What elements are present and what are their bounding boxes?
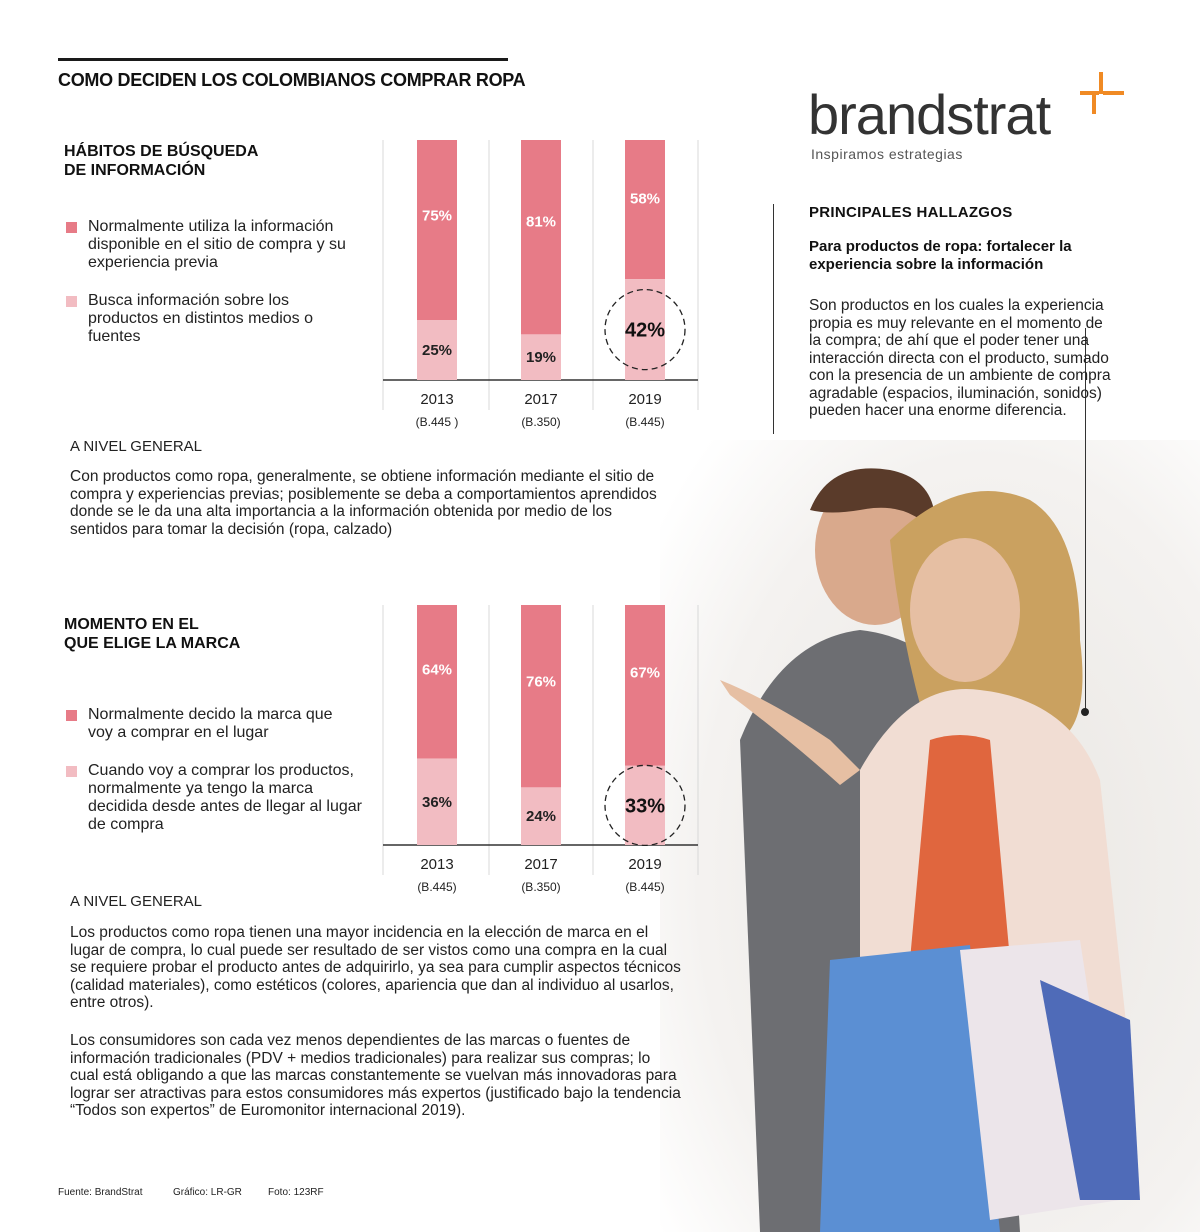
bar-label-primary-2019: 67% bbox=[629, 664, 661, 682]
brand-logo-text: brandstrat bbox=[808, 83, 1051, 146]
chart-info-search-habits bbox=[370, 135, 700, 435]
bar-label-primary-2019: 58% bbox=[629, 190, 661, 208]
x-tick-label-2017: 2017 bbox=[524, 391, 558, 408]
section1-legend-item-1 bbox=[66, 218, 366, 272]
legend-text: Busca información sobre los productos en distintos medios o fuentes bbox=[88, 292, 314, 345]
legend-swatch-primary bbox=[66, 222, 77, 233]
bar-segment-primary-2019 bbox=[625, 140, 665, 279]
x-tick-label-2019: 2019 bbox=[628, 391, 662, 408]
footer-photo-credit: Foto: 123RF bbox=[268, 1187, 324, 1198]
brand-tagline: Inspiramos estrategias bbox=[811, 146, 963, 162]
title-rule bbox=[58, 58, 508, 61]
section1-title-line2: DE INFORMACIÓN bbox=[64, 162, 206, 179]
x-base-label-2017: (B.350) bbox=[521, 880, 561, 894]
legend-text: Normalmente decido la marca que voy a comprar en el lugar bbox=[88, 706, 333, 741]
x-tick-label-2013: 2013 bbox=[420, 856, 454, 873]
findings-title: PRINCIPALES HALLAZGOS bbox=[809, 204, 1013, 221]
section2-general-label: A NIVEL GENERAL bbox=[70, 893, 202, 910]
x-base-label-2017: (B.350) bbox=[521, 415, 561, 429]
bar-label-primary-2013: 75% bbox=[421, 207, 453, 225]
footer-graphic-credit: Gráfico: LR-GR bbox=[173, 1187, 242, 1198]
legend-text: Normalmente utiliza la información disponible en el sitio de compra y su experiencia previa bbox=[88, 218, 346, 271]
findings-body: Son productos en los cuales la experiencia propia es muy relevante en el momento de la compra; de ahí que el poder tener una interacción directa con el producto, sumado con la presencia de un ambiente de compra agradable (espacios, iluminación, sonidos) pueden hacer una enorme diferencia. bbox=[809, 297, 1111, 419]
bar-label-secondary-2019: 33% bbox=[624, 795, 666, 818]
bar-segment-primary-2019 bbox=[625, 605, 665, 766]
section2-general-text: Los productos como ropa tienen una mayor incidencia en la elección de marca en el lugar de compra, lo cual puede ser resultado de ser vistos como una compra en la cual se requiere probar el producto antes de adquirirlo, ya sea para cumplir aspectos técnicos (calidad materiales), como estéticos (colores, apariencia que dan al individuo al usarlos, entre otros). bbox=[70, 924, 681, 1011]
legend-swatch-secondary bbox=[66, 296, 77, 307]
section2-title-line1: MOMENTO EN EL bbox=[64, 616, 199, 633]
footer-source: Fuente: BrandStrat bbox=[58, 1187, 143, 1198]
x-base-label-2019: (B.445) bbox=[625, 415, 665, 429]
x-tick-label-2017: 2017 bbox=[524, 856, 558, 873]
bar-segment-primary-2017 bbox=[521, 605, 561, 787]
section2-legend-item-1 bbox=[66, 706, 356, 742]
x-tick-label-2019: 2019 bbox=[628, 856, 662, 873]
findings-pointer-dot bbox=[1081, 708, 1089, 716]
section2-title bbox=[64, 615, 240, 653]
bar-label-primary-2017: 76% bbox=[525, 673, 557, 691]
section2-extra-text: Los consumidores son cada vez menos dependientes de las marcas o fuentes de información tradicionales (PDV + medios tradicionales) para realizar sus compras; lo cual está obligando a que las marcas constantemente se vuelvan más innovadoras para lograr ser atractivas para estos consumidores más expertos (justificado bajo la tendencia “Todos son expertos” de Euromonitor internacional 2019). bbox=[70, 1032, 681, 1119]
bar-label-secondary-2013: 25% bbox=[421, 342, 453, 359]
x-base-label-2013: (B.445 ) bbox=[415, 415, 459, 429]
section1-legend-item-2 bbox=[66, 292, 316, 346]
section1-title bbox=[64, 142, 258, 180]
bar-label-secondary-2013: 36% bbox=[421, 793, 453, 811]
brand-plus-icon bbox=[1080, 72, 1124, 116]
bar-label-primary-2017: 81% bbox=[525, 213, 557, 231]
x-base-label-2013: (B.445) bbox=[417, 880, 457, 894]
chart-brand-choice-moment bbox=[370, 600, 700, 900]
findings-divider bbox=[773, 204, 774, 434]
section1-general-label: A NIVEL GENERAL bbox=[70, 438, 202, 455]
x-tick-label-2013: 2013 bbox=[420, 391, 454, 408]
shoppers-photo bbox=[660, 440, 1200, 1232]
legend-text: Cuando voy a comprar los productos, normalmente ya tengo la marca decidida desde antes de llegar al lugar de compra bbox=[88, 762, 362, 833]
findings-subtitle: Para productos de ropa: fortalecer la experiencia sobre la información bbox=[809, 238, 1072, 273]
x-base-label-2019: (B.445) bbox=[625, 880, 665, 894]
section1-general-text: Con productos como ropa, generalmente, se obtiene información mediante el sitio de compra y experiencias previas; posiblemente se deba a comportamientos aprendidos donde se le da una alta importancia a la información obtenida por medio de los sentidos para tomar la decisión (ropa, calzado) bbox=[70, 468, 657, 538]
bar-label-secondary-2017: 24% bbox=[525, 808, 557, 826]
bar-segment-primary-2017 bbox=[521, 140, 561, 334]
bar-label-secondary-2019: 42% bbox=[624, 319, 666, 342]
bar-label-secondary-2017: 19% bbox=[525, 349, 557, 367]
page-title: COMO DECIDEN LOS COLOMBIANOS COMPRAR ROPA bbox=[58, 70, 526, 90]
bar-segment-primary-2013 bbox=[417, 605, 457, 759]
bar-segment-primary-2013 bbox=[417, 140, 457, 320]
bar-label-primary-2013: 64% bbox=[421, 661, 453, 679]
legend-swatch-primary bbox=[66, 710, 77, 721]
section2-title-line2: QUE ELIGE LA MARCA bbox=[64, 635, 241, 652]
legend-swatch-secondary bbox=[66, 766, 77, 777]
section2-legend-item-2 bbox=[66, 762, 366, 834]
section1-title-line1: HÁBITOS DE BÚSQUEDA bbox=[64, 143, 259, 160]
